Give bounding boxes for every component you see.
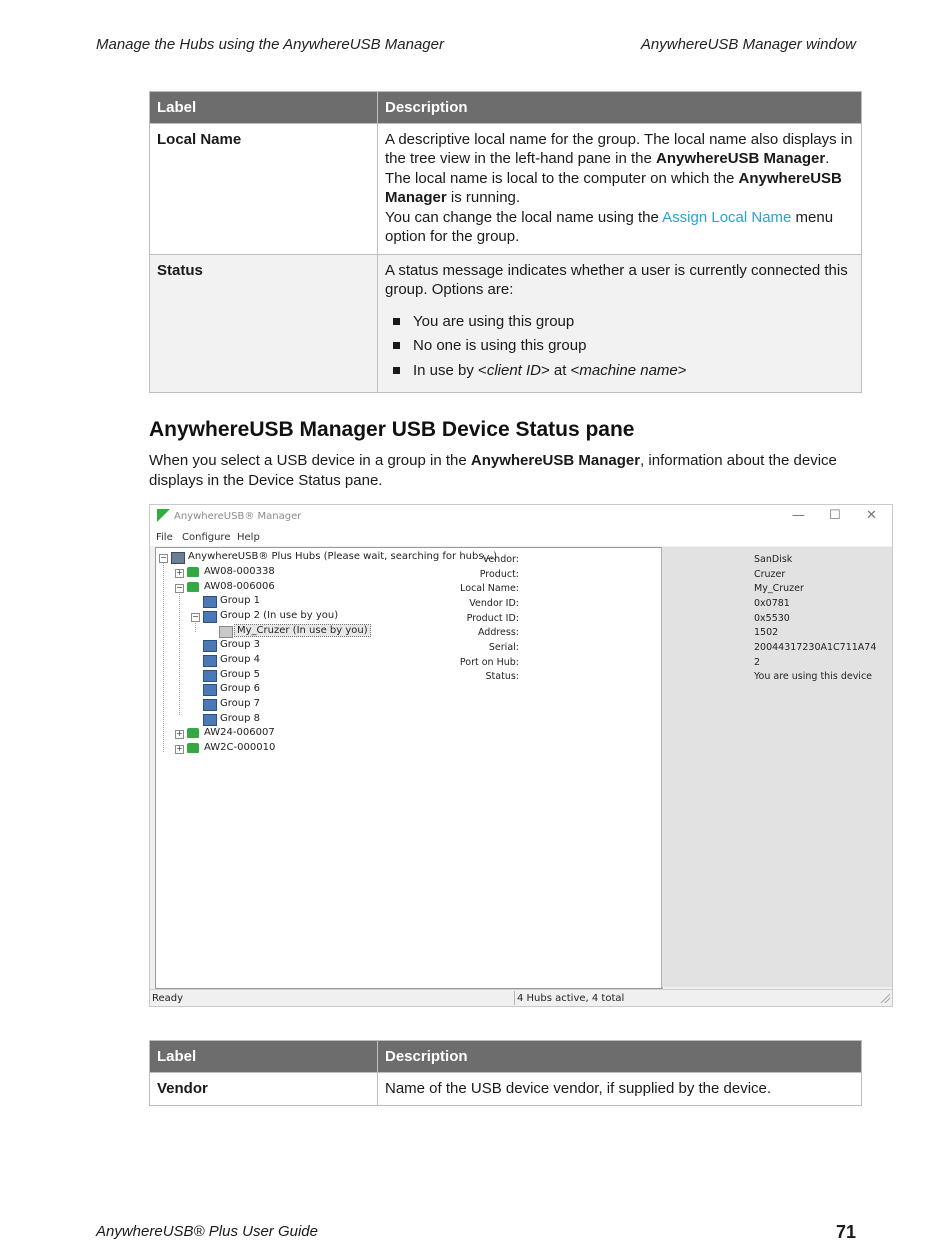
statusbar-hubs-count: 4 Hubs active, 4 total [517, 993, 625, 1004]
usb-device-icon [219, 626, 233, 638]
status-key: Address: [477, 627, 519, 638]
intro-bold: AnywhereUSB Manager [470, 452, 641, 469]
group-fields-table [149, 91, 862, 393]
expand-icon[interactable]: + [176, 729, 183, 738]
option-text: > at < [541, 361, 580, 379]
tree-node-label: Group 8 [220, 713, 260, 724]
collapse-icon[interactable]: − [160, 553, 167, 562]
menu-configure[interactable]: Configure [182, 532, 231, 543]
row-label: Local Name [150, 123, 378, 254]
option-italic: machine name [579, 361, 678, 379]
status-value: 20044317230A1C711A74 [754, 642, 877, 653]
tree-node-label: Group 1 [220, 595, 260, 606]
row-description: Name of the USB device vendor, if supplied by the device. [378, 1072, 862, 1106]
section-heading: AnywhereUSB Manager USB Device Status pane [149, 418, 635, 441]
assign-local-name-link[interactable]: Assign Local Name [662, 208, 792, 226]
status-value: SanDisk [754, 554, 793, 565]
option-italic: client ID [486, 361, 541, 379]
section-intro [149, 451, 869, 490]
desc-text: A descriptive local name for the group. The local name also displays in the tree view in the left-hand pane in the [385, 130, 853, 167]
desc-text: menu option for the group. [385, 208, 834, 245]
status-value: 1502 [754, 627, 779, 638]
menu-help[interactable]: Help [237, 532, 260, 543]
lock-icon [187, 582, 199, 592]
status-value: My_Cruzer [754, 583, 804, 594]
resize-grip-icon[interactable] [880, 993, 890, 1003]
desc-text: . The local name is local to the computer on which the [385, 150, 830, 187]
menu-file[interactable]: File [156, 532, 173, 543]
desc-bold: AnywhereUSB Manager [656, 150, 826, 167]
tree-node-label: My_Cruzer (In use by you) [234, 624, 371, 637]
intro-text: When you select a USB device in a group in the [149, 452, 471, 469]
device-fields-table [149, 1040, 862, 1106]
group-icon [203, 670, 217, 682]
desc-text: You can change the local name using the [385, 208, 663, 226]
statusbar-ready: Ready [152, 993, 184, 1004]
group-icon [203, 596, 217, 608]
group-icon [203, 684, 217, 696]
intro-text: , information about the device displays in the Device Status pane. [149, 452, 837, 489]
status-value: Cruzer [754, 569, 786, 580]
status-key: Vendor: [482, 554, 519, 565]
expand-icon[interactable]: + [176, 568, 183, 577]
status-key: Port on Hub: [459, 657, 519, 668]
status-key: Product: [479, 569, 519, 580]
table-row [150, 1072, 862, 1106]
tree-node-label: Group 5 [220, 669, 260, 680]
tree-node-label: AW2C-000010 [204, 742, 276, 753]
tree-node-label: AW08-006006 [204, 581, 275, 592]
collapse-icon[interactable]: − [192, 612, 199, 621]
column-header-description: Description [378, 1041, 862, 1073]
tree-node-label: Group 4 [220, 654, 260, 665]
desc-text: A status message indicates whether a user is currently connected this group. Options are: [385, 261, 848, 298]
row-description [378, 254, 862, 393]
tree-node-label: Group 7 [220, 698, 260, 709]
option-text: In use by < [413, 361, 487, 379]
group-icon [203, 611, 217, 623]
status-value: 0x5530 [754, 613, 790, 624]
option-text: > [677, 361, 687, 379]
group-icon [203, 699, 217, 711]
desc-bold: AnywhereUSB Manager [385, 169, 842, 206]
group-icon [203, 655, 217, 667]
row-label: Vendor [150, 1072, 378, 1106]
maximize-icon[interactable]: ☐ [829, 508, 841, 523]
lock-icon [187, 728, 199, 738]
app-logo-icon [157, 509, 170, 522]
close-icon[interactable]: ✕ [866, 508, 877, 523]
page-number: 71 [835, 1222, 856, 1242]
tree-node-label: Group 6 [220, 683, 260, 694]
tree-node-label: AW08-000338 [204, 566, 275, 577]
device-status-pane [459, 547, 892, 987]
manager-window-screenshot [149, 504, 893, 1007]
table-row [150, 123, 862, 254]
collapse-icon[interactable]: − [176, 583, 183, 592]
hubs-icon [171, 552, 185, 564]
list-item: No one is using this group [413, 336, 854, 356]
tree-node-label: AW24-006007 [204, 727, 275, 738]
header-chapter-title: AnywhereUSB Manager window [640, 36, 856, 53]
header-section-title: Manage the Hubs using the AnywhereUSB Manager [96, 36, 444, 53]
window-titlebar [150, 505, 892, 529]
hub-tree-view[interactable] [155, 547, 663, 989]
menu-bar [150, 529, 892, 546]
status-value: You are using this device [754, 671, 873, 682]
desc-text: is running. [446, 189, 521, 206]
row-label: Status [150, 254, 378, 393]
list-item: You are using this group [413, 312, 854, 332]
row-description [378, 123, 862, 254]
status-key: Status: [485, 671, 519, 682]
tree-node-label: Group 3 [220, 639, 260, 650]
column-header-description: Description [378, 92, 862, 124]
window-title: AnywhereUSB® Manager [174, 511, 302, 522]
column-header-label: Label [150, 1041, 378, 1073]
status-value: 2 [754, 657, 761, 668]
lock-icon [187, 567, 199, 577]
status-key: Product ID: [466, 613, 519, 624]
status-key: Serial: [488, 642, 519, 653]
minimize-icon[interactable]: — [792, 508, 805, 523]
table-row [150, 254, 862, 393]
tree-node-label: AnywhereUSB® Plus Hubs (Please wait, searching for hubs...) [188, 551, 497, 562]
status-key: Local Name: [460, 583, 519, 594]
tree-node-label: Group 2 (In use by you) [220, 610, 339, 621]
list-item [413, 361, 854, 381]
column-header-label: Label [150, 92, 378, 124]
lock-icon [187, 743, 199, 753]
group-icon [203, 640, 217, 652]
window-statusbar [150, 989, 892, 1007]
footer-guide-title: AnywhereUSB® Plus User Guide [96, 1223, 318, 1240]
status-key: Vendor ID: [469, 598, 519, 609]
expand-icon[interactable]: + [176, 744, 183, 753]
status-value: 0x0781 [754, 598, 790, 609]
group-icon [203, 714, 217, 726]
status-options-list [385, 312, 854, 381]
